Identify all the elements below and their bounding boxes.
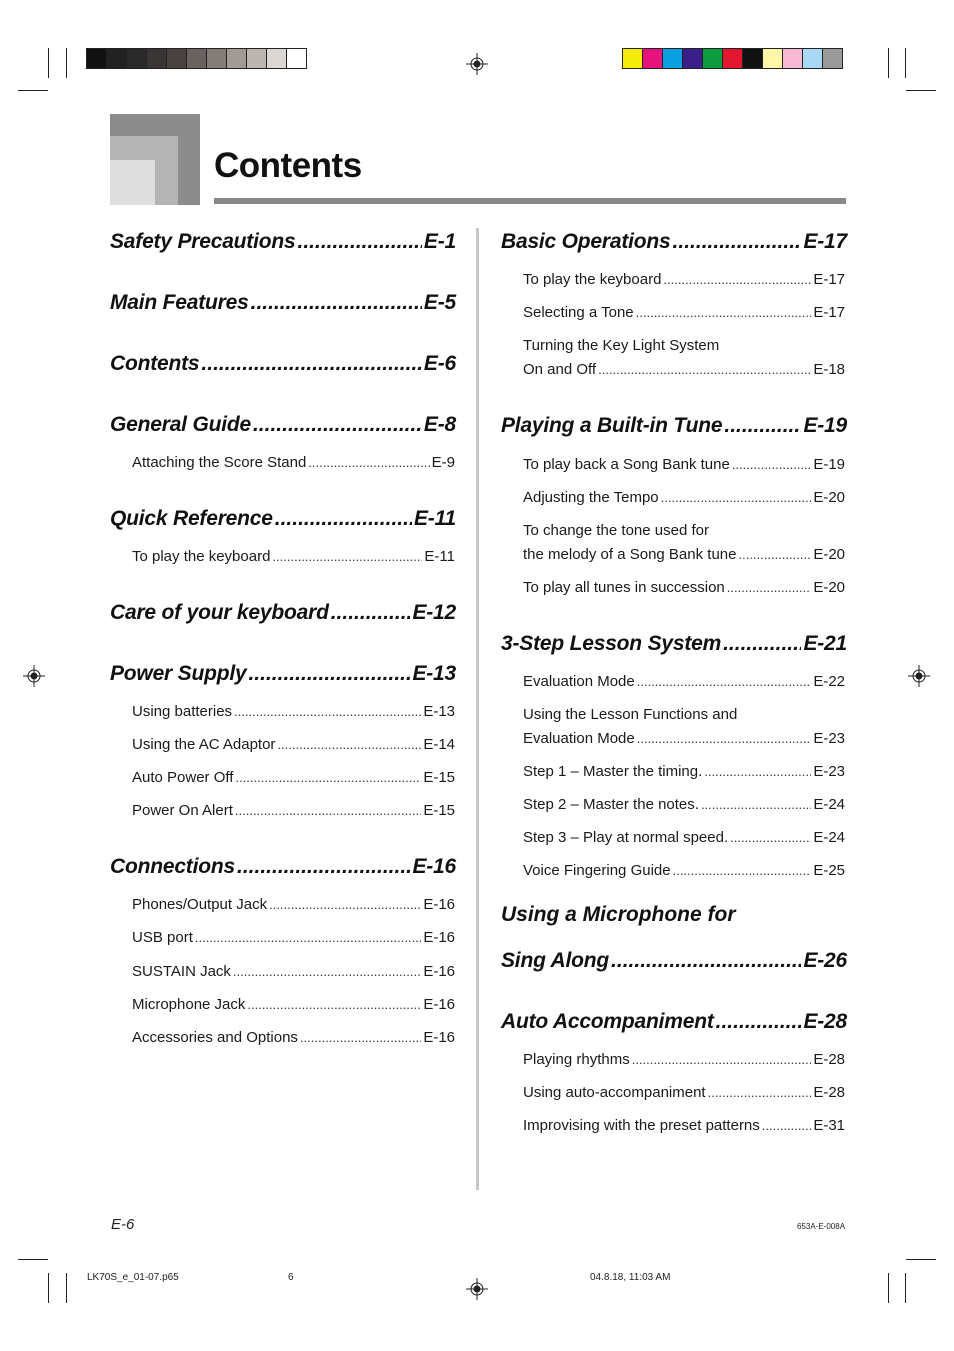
toc-entry[interactable] xyxy=(523,456,845,473)
toc-label: Adjusting the Tempo xyxy=(523,489,659,506)
toc-label: Using auto-accompaniment xyxy=(523,1084,706,1101)
toc-label: Microphone Jack xyxy=(132,996,246,1013)
toc-label: Step 2 – Master the notes. xyxy=(523,796,699,813)
toc-page-number: E-20 xyxy=(813,489,845,506)
toc-entry[interactable] xyxy=(132,769,455,786)
toc-page-number: E-11 xyxy=(414,507,456,530)
toc-label: Voice Fingering Guide xyxy=(523,862,671,879)
dot-leader xyxy=(277,737,421,752)
page-number: E-6 xyxy=(111,1216,135,1233)
color-swatch xyxy=(762,48,783,69)
toc-entry[interactable] xyxy=(523,579,845,596)
toc-entry[interactable] xyxy=(132,929,455,946)
column-divider xyxy=(476,228,479,1190)
toc-page-number: E-20 xyxy=(813,579,845,596)
toc-entry[interactable] xyxy=(523,361,845,378)
toc-page-number: E-15 xyxy=(423,769,455,786)
toc-entry[interactable] xyxy=(132,736,455,753)
dot-leader xyxy=(727,580,812,595)
toc-label: Contents xyxy=(110,352,200,375)
color-swatch xyxy=(642,48,663,69)
toc-entry[interactable] xyxy=(523,673,845,690)
color-swatch xyxy=(246,48,267,69)
title-rule xyxy=(214,198,846,204)
registration-target-icon xyxy=(908,665,930,687)
toc-heading[interactable] xyxy=(110,662,456,686)
toc-label: USB port xyxy=(132,929,193,946)
color-swatch xyxy=(186,48,207,69)
toc-page-number: E-31 xyxy=(813,1117,845,1134)
toc-label: Step 3 – Play at normal speed. xyxy=(523,829,729,846)
toc-page-number: E-1 xyxy=(423,230,456,253)
dot-leader xyxy=(762,1118,812,1133)
dot-leader xyxy=(611,949,801,973)
toc-entry[interactable] xyxy=(132,1029,455,1046)
toc-page-number: E-14 xyxy=(423,736,455,753)
toc-page-number: E-16 xyxy=(423,896,455,913)
dot-leader xyxy=(272,549,422,564)
toc-label: Selecting a Tone xyxy=(523,304,634,321)
toc-heading[interactable] xyxy=(110,601,456,625)
toc-label: To play the keyboard xyxy=(132,548,271,565)
toc-entry[interactable] xyxy=(132,963,455,980)
toc-page-number: E-28 xyxy=(803,1010,847,1033)
toc-heading[interactable] xyxy=(501,949,847,973)
page-title: Contents xyxy=(214,146,362,185)
toc-entry[interactable] xyxy=(523,829,845,846)
dot-leader xyxy=(723,632,801,656)
toc-label: Phones/Output Jack xyxy=(132,896,268,913)
dot-leader xyxy=(235,803,421,818)
slug-file: LK70S_e_01-07.p65 xyxy=(87,1272,179,1283)
toc-entry[interactable] xyxy=(132,454,455,471)
toc-page-number: E-19 xyxy=(813,456,845,473)
toc-label: Evaluation Mode xyxy=(523,673,635,690)
toc-page-number: E-16 xyxy=(423,996,455,1013)
dot-leader xyxy=(637,674,812,689)
toc-heading[interactable] xyxy=(501,632,847,656)
dot-leader xyxy=(237,855,410,879)
toc-heading-line: Using a Microphone for xyxy=(501,903,736,926)
toc-page-number: E-13 xyxy=(423,703,455,720)
dot-leader xyxy=(738,547,811,562)
toc-label: To play back a Song Bank tune xyxy=(523,456,730,473)
crop-mark xyxy=(18,1259,48,1260)
toc-label: Care of your keyboard xyxy=(110,601,329,624)
toc-page-number: E-25 xyxy=(813,862,845,879)
toc-label: Improvising with the preset patterns xyxy=(523,1117,760,1134)
dot-leader xyxy=(253,413,422,437)
toc-label: Attaching the Score Stand xyxy=(132,454,307,471)
color-swatch xyxy=(106,48,127,69)
color-swatch xyxy=(126,48,147,69)
toc-label: Quick Reference xyxy=(110,507,273,530)
registration-target-icon xyxy=(466,1278,488,1300)
color-swatch xyxy=(782,48,803,69)
toc-entry-line: Using the Lesson Functions and xyxy=(523,706,738,723)
toc-entry[interactable] xyxy=(132,802,455,819)
toc-label: To play the keyboard xyxy=(523,271,662,288)
dot-leader xyxy=(663,272,811,287)
toc-entry[interactable] xyxy=(523,304,845,321)
dot-leader xyxy=(247,997,421,1012)
dot-leader xyxy=(661,490,812,505)
toc-label: Connections xyxy=(110,855,235,878)
toc-heading[interactable] xyxy=(501,1010,847,1034)
toc-heading[interactable] xyxy=(501,414,847,438)
toc-page-number: E-16 xyxy=(412,855,456,878)
toc-heading[interactable] xyxy=(110,855,456,879)
dot-leader xyxy=(632,1052,812,1067)
toc-label: On and Off xyxy=(523,361,597,378)
toc-entry[interactable] xyxy=(132,548,455,565)
dot-leader xyxy=(297,230,421,254)
toc-entry[interactable] xyxy=(523,546,845,563)
toc-label: Basic Operations xyxy=(501,230,671,253)
dot-leader xyxy=(716,1010,802,1034)
color-swatch xyxy=(742,48,763,69)
dot-leader xyxy=(701,797,811,812)
dot-leader xyxy=(195,930,421,945)
toc-entry[interactable] xyxy=(523,1051,845,1068)
toc-label: Playing a Built-in Tune xyxy=(501,414,723,437)
dot-leader xyxy=(598,362,811,377)
toc-page-number: E-21 xyxy=(803,632,847,655)
dot-leader xyxy=(234,704,421,719)
toc-heading[interactable] xyxy=(110,352,456,376)
dot-leader xyxy=(636,305,812,320)
crop-mark xyxy=(18,90,48,91)
toc-label: Auto Accompaniment xyxy=(501,1010,714,1033)
crop-mark xyxy=(48,1273,49,1303)
toc-label: Using batteries xyxy=(132,703,233,720)
toc-label: To play all tunes in succession xyxy=(523,579,725,596)
toc-label: SUSTAIN Jack xyxy=(132,963,231,980)
dot-leader xyxy=(275,507,412,531)
toc-page-number: E-19 xyxy=(803,414,847,437)
dot-leader xyxy=(308,455,429,470)
toc-page-number: E-8 xyxy=(423,413,456,436)
dot-leader xyxy=(201,352,422,376)
toc-heading[interactable] xyxy=(501,230,847,254)
toc-label: 3-Step Lesson System xyxy=(501,632,722,655)
toc-label: Safety Precautions xyxy=(110,230,296,253)
slug-date: 04.8.18, 11:03 AM xyxy=(590,1272,671,1283)
toc-page-number: E-26 xyxy=(803,949,847,972)
toc-page-number: E-20 xyxy=(813,546,845,563)
crop-mark xyxy=(888,1273,889,1303)
dot-leader xyxy=(732,457,812,472)
color-swatch xyxy=(146,48,167,69)
toc-label: Step 1 – Master the timing. xyxy=(523,763,703,780)
color-swatch xyxy=(166,48,187,69)
dot-leader xyxy=(673,230,802,254)
toc-page-number: E-15 xyxy=(423,802,455,819)
toc-page-number: E-16 xyxy=(423,963,455,980)
toc-entry-line: Turning the Key Light System xyxy=(523,337,720,354)
toc-label: Using the AC Adaptor xyxy=(132,736,276,753)
dot-leader xyxy=(233,964,421,979)
toc-label: Evaluation Mode xyxy=(523,730,635,747)
toc-heading[interactable] xyxy=(110,413,456,437)
dot-leader xyxy=(248,662,410,686)
toc-page-number: E-28 xyxy=(813,1084,845,1101)
toc-page-number: E-17 xyxy=(813,304,845,321)
toc-entry[interactable] xyxy=(132,996,455,1013)
color-swatch xyxy=(682,48,703,69)
color-swatch xyxy=(702,48,723,69)
toc-page-number: E-17 xyxy=(803,230,847,253)
toc-heading[interactable] xyxy=(110,507,456,531)
toc-entry[interactable] xyxy=(132,896,455,913)
crop-mark xyxy=(888,48,889,78)
dot-leader xyxy=(251,291,422,315)
doc-code: 653A-E-008A xyxy=(797,1222,846,1231)
color-swatch xyxy=(722,48,743,69)
toc-label: Playing rhythms xyxy=(523,1051,630,1068)
slug-page: 6 xyxy=(288,1272,294,1283)
toc-page-number: E-23 xyxy=(813,763,845,780)
toc-page-number: E-5 xyxy=(423,291,456,314)
toc-heading[interactable] xyxy=(110,230,456,254)
toc-page-number: E-9 xyxy=(431,454,455,471)
toc-label: the melody of a Song Bank tune xyxy=(523,546,737,563)
dot-leader xyxy=(637,731,812,746)
color-swatch xyxy=(226,48,247,69)
toc-entry[interactable] xyxy=(523,489,845,506)
color-swatch xyxy=(662,48,683,69)
toc-page-number: E-24 xyxy=(813,829,845,846)
toc-page-number: E-16 xyxy=(423,1029,455,1046)
toc-entry[interactable] xyxy=(132,703,455,720)
color-swatch xyxy=(622,48,643,69)
crop-mark xyxy=(48,48,49,78)
dot-leader xyxy=(724,414,801,438)
toc-entry[interactable] xyxy=(523,1084,845,1101)
toc-entry-line: To change the tone used for xyxy=(523,522,709,539)
toc-page-number: E-28 xyxy=(813,1051,845,1068)
toc-page-number: E-23 xyxy=(813,730,845,747)
toc-entry[interactable] xyxy=(523,271,845,288)
toc-entry[interactable] xyxy=(523,1117,845,1134)
toc-heading[interactable] xyxy=(110,291,456,315)
toc-page-number: E-13 xyxy=(412,662,456,685)
process-color-bar xyxy=(623,48,843,69)
registration-target-icon xyxy=(23,665,45,687)
dot-leader xyxy=(235,770,421,785)
dot-leader xyxy=(730,830,811,845)
crop-mark xyxy=(906,90,936,91)
crop-mark xyxy=(66,1273,67,1303)
toc-label: Power On Alert xyxy=(132,802,233,819)
crop-mark xyxy=(66,48,67,78)
color-swatch xyxy=(286,48,307,69)
dot-leader xyxy=(269,897,421,912)
toc-page-number: E-6 xyxy=(423,352,456,375)
color-swatch xyxy=(822,48,843,69)
toc-entry[interactable] xyxy=(523,796,845,813)
toc-page-number: E-11 xyxy=(424,548,455,565)
toc-page-number: E-16 xyxy=(423,929,455,946)
crop-mark xyxy=(906,1259,936,1260)
color-swatch xyxy=(266,48,287,69)
toc-label: Main Features xyxy=(110,291,249,314)
dot-leader xyxy=(704,764,811,779)
dot-leader xyxy=(300,1030,421,1045)
toc-page-number: E-24 xyxy=(813,796,845,813)
toc-label: Power Supply xyxy=(110,662,247,685)
color-swatch xyxy=(86,48,107,69)
color-swatch xyxy=(206,48,227,69)
crop-mark xyxy=(905,1273,906,1303)
toc-page-number: E-22 xyxy=(813,673,845,690)
dot-leader xyxy=(673,863,812,878)
color-swatch xyxy=(802,48,823,69)
toc-label: Auto Power Off xyxy=(132,769,234,786)
toc-page-number: E-18 xyxy=(813,361,845,378)
toc-entry[interactable] xyxy=(523,763,845,780)
toc-label: Sing Along xyxy=(501,949,610,972)
dot-leader xyxy=(331,601,411,625)
toc-page-number: E-17 xyxy=(813,271,845,288)
toc-entry[interactable] xyxy=(523,862,845,879)
registration-target-icon xyxy=(466,53,488,75)
toc-page-number: E-12 xyxy=(412,601,456,624)
crop-mark xyxy=(905,48,906,78)
toc-label: Accessories and Options xyxy=(132,1029,298,1046)
toc-entry[interactable] xyxy=(523,730,845,747)
dot-leader xyxy=(708,1085,812,1100)
toc-label: General Guide xyxy=(110,413,251,436)
gray-color-bar xyxy=(87,48,307,69)
